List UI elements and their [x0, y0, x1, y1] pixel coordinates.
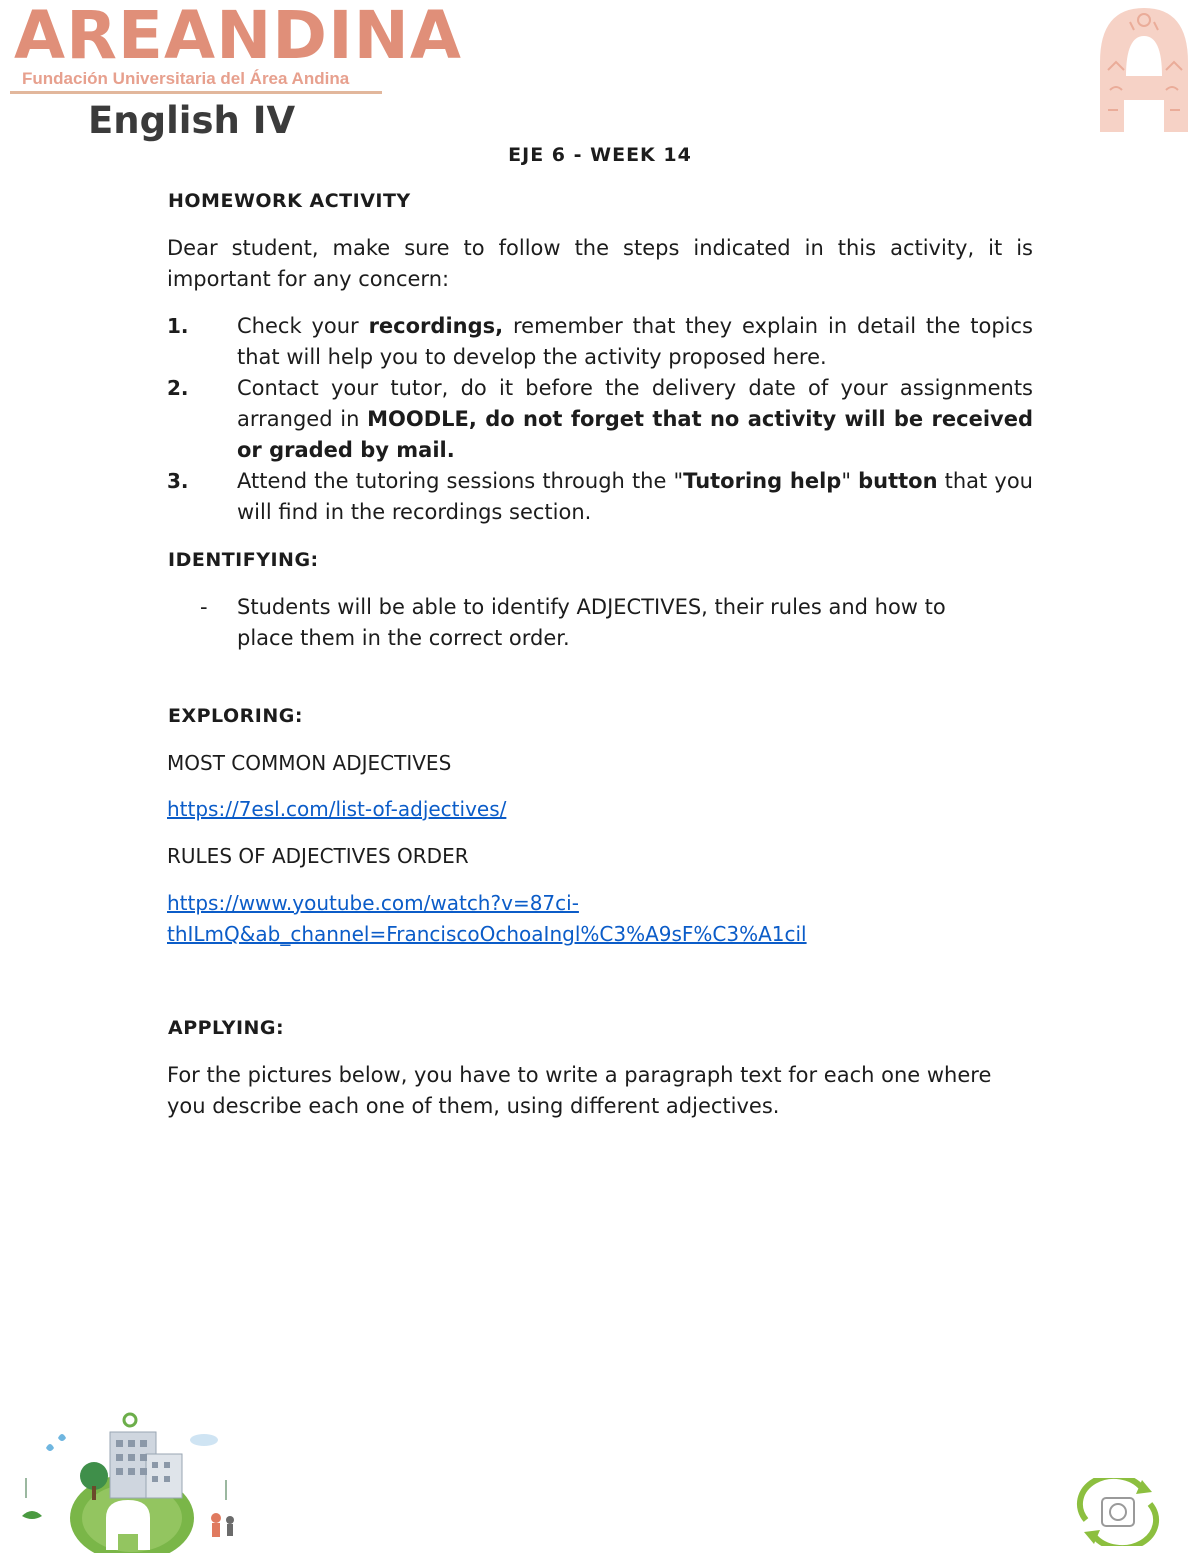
applying-text: For the pictures below, you have to write a paragraph text for each one where you describe each one of them, using different adjectives.: [167, 1063, 992, 1118]
step-1-text: Check your recordings, remember that they explain in detail the topics that will help you to develop the activity proposed here.: [237, 314, 1033, 369]
homework-heading: HOMEWORK ACTIVITY: [168, 190, 411, 212]
green-city-globe-icon: [18, 1410, 246, 1553]
step-2-number: 2.: [167, 376, 189, 400]
recycle-circle-icon: [1072, 1478, 1164, 1546]
logo-name: AREANDINA: [14, 0, 462, 74]
identifying-bullet: -: [200, 595, 208, 619]
link-youtube-line-2[interactable]: thILmQ&ab_channel=FranciscoOchoaIngl%C3%A9sF%C3%A1cil: [167, 922, 807, 946]
exploring-label-common-adjectives: MOST COMMON ADJECTIVES: [167, 751, 452, 775]
identifying-item: Students will be able to identify ADJECTIVES, their rules and how to place them in the correct order.: [237, 595, 946, 650]
areandina-a-emblem-icon: [1086, 0, 1196, 140]
week-title: EJE 6 - WEEK 14: [508, 144, 692, 166]
logo-subtitle: Fundación Universitaria del Área Andina: [22, 69, 350, 88]
logo-divider: [10, 91, 382, 94]
identifying-heading: IDENTIFYING:: [168, 549, 319, 571]
applying-heading: APPLYING:: [168, 1017, 285, 1039]
exploring-heading: EXPLORING:: [168, 705, 303, 727]
exploring-label-adjective-order: RULES OF ADJECTIVES ORDER: [167, 844, 469, 868]
step-3-number: 3.: [167, 469, 189, 493]
homework-intro: Dear student, make sure to follow the steps indicated in this activity, it is important for any concern:: [167, 236, 1033, 291]
link-youtube-line-1[interactable]: https://www.youtube.com/watch?v=87ci-: [167, 891, 579, 915]
step-2-text: Contact your tutor, do it before the delivery date of your assignments arranged in MOODLE, do not forget that no activity will be received or graded by mail.: [237, 376, 1033, 462]
step-3-text: Attend the tutoring sessions through the "Tutoring help" button that you will find in the recordings section.: [237, 469, 1033, 524]
link-youtube-adjective-order[interactable]: [167, 888, 807, 950]
step-1-number: 1.: [167, 314, 189, 338]
course-title: English IV: [88, 99, 296, 142]
link-list-of-adjectives[interactable]: https://7esl.com/list-of-adjectives/: [167, 797, 507, 821]
